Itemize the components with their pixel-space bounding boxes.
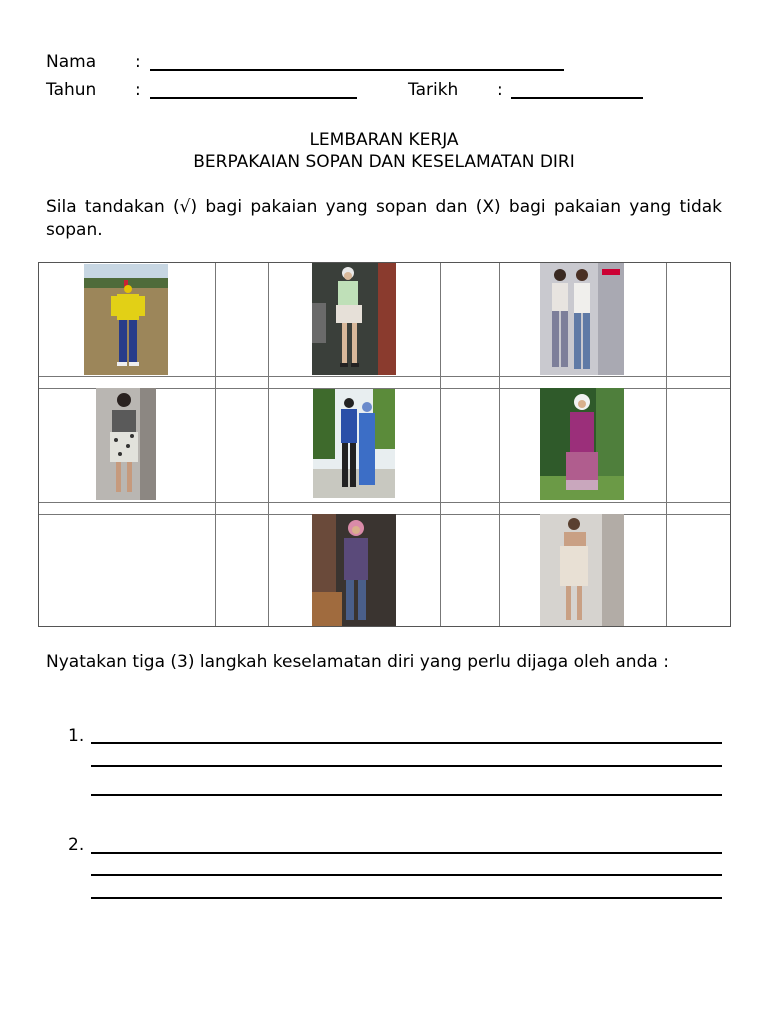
- photo-woman-patterned-dress: [96, 388, 156, 500]
- year-colon: :: [135, 80, 141, 100]
- answer-2-line-2[interactable]: [91, 874, 722, 876]
- photo-woman-hijab-baju-kurung: [540, 388, 624, 500]
- photo-couple-traditional: [313, 389, 395, 498]
- worksheet-title: LEMBARAN KERJA: [309, 130, 459, 150]
- year-label: Tahun: [46, 80, 97, 100]
- answer-number-1: 1.: [68, 726, 85, 746]
- mark-box-4[interactable]: [216, 389, 267, 501]
- name-label: Nama: [46, 52, 97, 72]
- answer-1-line-3[interactable]: [91, 794, 722, 796]
- photo-woman-short-skirt: [312, 263, 396, 375]
- photo-woman-hijab-jeans: [312, 514, 396, 626]
- name-colon: :: [135, 52, 141, 72]
- question-text: Nyatakan tiga (3) langkah keselamatan diri yang perlu dijaga oleh anda :: [46, 652, 669, 672]
- year-field[interactable]: [150, 97, 357, 99]
- mark-box-2[interactable]: [441, 263, 498, 375]
- mark-box-6[interactable]: [667, 389, 731, 501]
- date-field[interactable]: [511, 97, 643, 99]
- answer-1-line-1[interactable]: [91, 742, 722, 744]
- mark-box-5[interactable]: [441, 389, 498, 501]
- date-colon: :: [497, 80, 503, 100]
- mark-box-1[interactable]: [216, 263, 267, 375]
- answer-number-2: 2.: [68, 835, 85, 855]
- worksheet-subtitle: BERPAKAIAN SOPAN DAN KESELAMATAN DIRI: [193, 152, 575, 172]
- date-label: Tarikh: [408, 80, 459, 100]
- mark-box-8[interactable]: [667, 515, 731, 627]
- name-field[interactable]: [150, 69, 564, 71]
- mark-box-3[interactable]: [667, 263, 731, 375]
- answer-2-line-3[interactable]: [91, 897, 722, 899]
- answer-2-line-1[interactable]: [91, 852, 722, 854]
- photo-women-jeans: [540, 263, 624, 375]
- photo-woman-strapless-dress: [540, 514, 624, 626]
- instruction-text: Sila tandakan (√) bagi pakaian yang sopan dan (X) bagi pakaian yang tidak sopan.: [46, 197, 722, 240]
- answer-1-line-2[interactable]: [91, 765, 722, 767]
- mark-box-7[interactable]: [441, 515, 498, 627]
- photo-man-track-suit: [84, 264, 168, 375]
